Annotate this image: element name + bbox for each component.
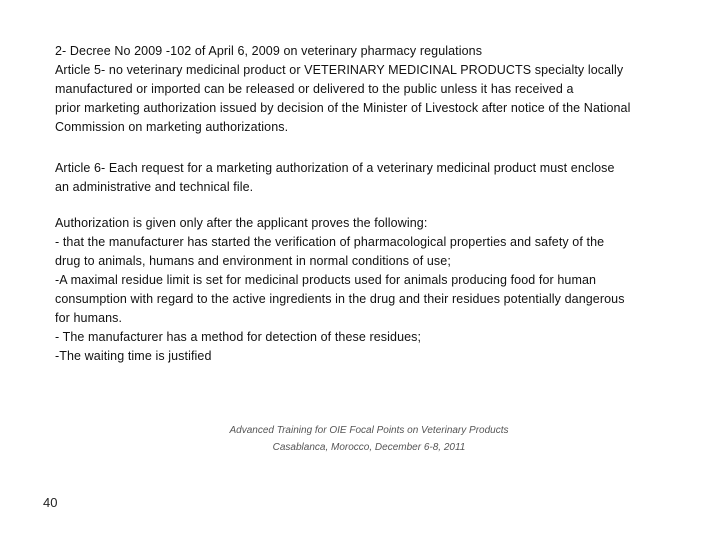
footer-event-title: Advanced Training for OIE Focal Points on Veterinary Products <box>229 425 509 436</box>
authorization-line: drug to animals, humans and environment in normal conditions of use; <box>55 254 451 268</box>
authorization-line: -A maximal residue limit is set for medicinal products used for animals producing food for human <box>55 273 597 287</box>
article6-section <box>55 159 695 197</box>
article6-line: an administrative and technical file. <box>55 180 254 194</box>
footer-event-location-date: Casablanca, Morocco, December 6-8, 2011 <box>272 442 466 453</box>
article5-line: Commission on marketing authorizations. <box>55 120 289 134</box>
article6-line: Article 6- Each request for a marketing authorization of a veterinary medicinal product must enclose <box>55 161 615 175</box>
authorization-line: -The waiting time is justified <box>55 349 212 363</box>
article5-line: prior marketing authorization issued by decision of the Minister of Livestock after notice of the National <box>55 101 631 115</box>
decree-section <box>55 42 695 137</box>
authorization-line: for humans. <box>55 311 123 325</box>
page-number: 40 <box>43 495 58 510</box>
article5-line: Article 5- no veterinary medicinal product or VETERINARY MEDICINAL PRODUCTS specialty locally <box>55 63 624 77</box>
authorization-line: - that the manufacturer has started the verification of pharmacological properties and safety of the <box>55 235 605 249</box>
authorization-line: - The manufacturer has a method for detection of these residues; <box>55 330 422 344</box>
decree-title: 2- Decree No 2009 -102 of April 6, 2009 on veterinary pharmacy regulations <box>55 44 483 58</box>
authorization-line: consumption with regard to the active ingredients in the drug and their residues potentially dangerous <box>55 292 625 306</box>
authorization-section <box>55 214 695 366</box>
authorization-intro: Authorization is given only after the applicant proves the following: <box>55 216 428 230</box>
article5-line: manufactured or imported can be released or delivered to the public unless it has received a <box>55 82 574 96</box>
